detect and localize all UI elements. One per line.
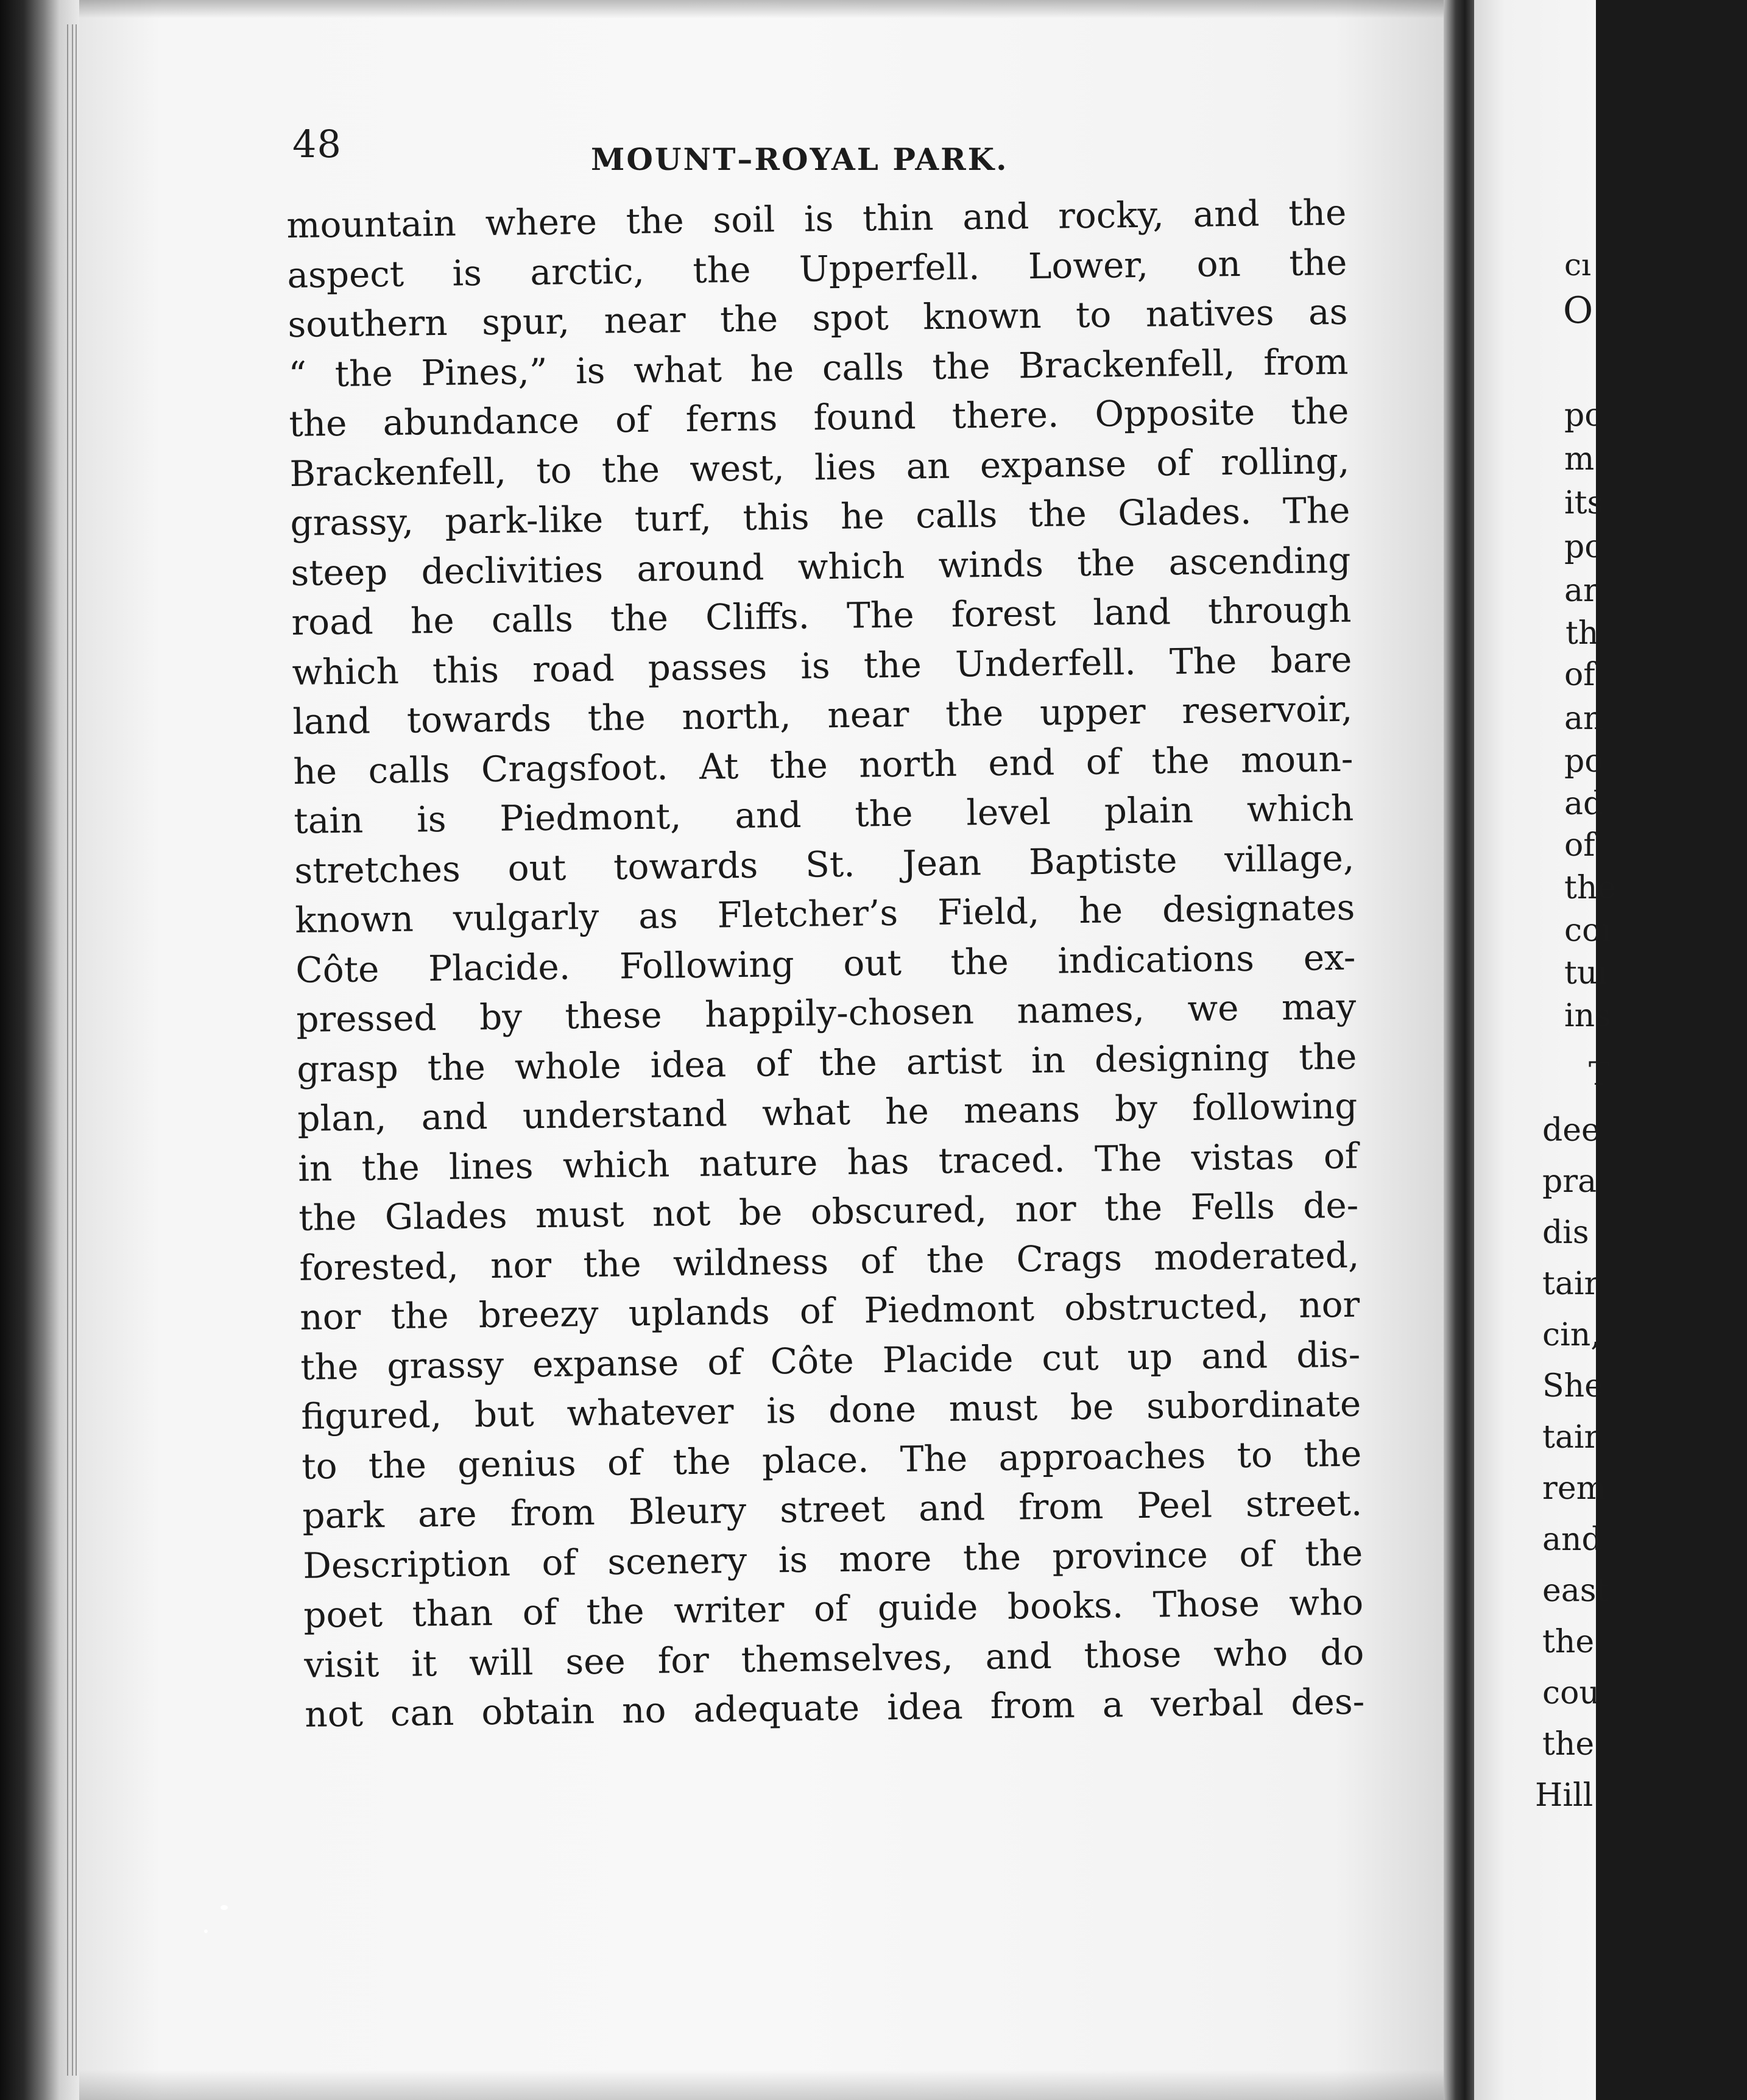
facing-fragment: ar [1564,573,1598,609]
text-line: not can obtain no adequate idea from a verbal des- [304,1680,1365,1735]
facing-fragment: an [1564,700,1604,737]
text-line: nor the breezy uplands of Piedmont obstructed, nor [299,1283,1360,1338]
running-head: MOUNT–ROYAL PARK. [591,141,1009,177]
text-line: he calls Cragsfoot. At the north end of the moun- [293,738,1353,792]
text-line: which this road passes is the Underfell. The bare [292,638,1352,693]
facing-fragment: the [1542,1624,1595,1660]
facing-fragment: pra [1542,1163,1597,1200]
text-line: in the lines which nature has traced. The vistas of [297,1135,1358,1189]
text-line: tain is Piedmont, and the level plain which [294,787,1354,842]
text-line: southern spur, near the spot known to natives as [288,291,1348,345]
facing-fragment: O [1563,289,1593,332]
facing-fragment: T [1589,1056,1610,1093]
text-line: poet than of the writer of guide books. Those who [303,1581,1364,1636]
text-line: grassy, park-like turf, this he calls the Glades. The [290,489,1350,544]
body-text [286,188,1365,1740]
text-line: to the genius of the place. The approaches to the [301,1432,1362,1487]
facing-fragment: tair [1542,1266,1600,1302]
text-line: known vulgarly as Fletcher’s Field, he designates [295,886,1355,941]
facing-fragment: coı [1564,912,1612,949]
text-line: Description of scenery is more the province of the [302,1532,1363,1587]
text-line: figured, but whatever is done must be subordinate [300,1383,1361,1437]
page-number: 48 [292,122,342,166]
text-line: forested, nor the wildness of the Crags moderated, [298,1234,1360,1289]
facing-fragment: the [1542,1726,1595,1763]
facing-fragment: dee [1542,1112,1600,1149]
text-line: plan, and understand what he means by following [297,1085,1358,1140]
text-line: land towards the north, near the upper reservoir, [292,688,1353,742]
text-line: steep declivities around which winds the ascending [291,539,1351,594]
text-line: pressed by these happily-chosen names, we may [296,985,1357,1040]
page-edge-line [76,24,77,2076]
book-gutter [1444,0,1474,2100]
text-line: Brackenfell, to the west, lies an expanse of rolling, [289,440,1350,495]
page-shadow [79,2070,1444,2100]
text-line: grasp the whole idea of the artist in designing the [296,1035,1357,1090]
facing-page [1474,0,1617,2100]
text-line: visit it will see for themselves, and those who do [303,1631,1364,1686]
text-line: stretches out towards St. Jean Baptiste village, [294,837,1355,892]
facing-fragment: of [1564,827,1595,864]
facing-fragment: tuı [1564,955,1608,992]
facing-fragment: She [1542,1368,1603,1404]
facing-fragment: m [1564,441,1595,477]
facing-fragment: of [1564,657,1595,693]
text-line: road he calls the Cliffs. The forest land through [291,588,1352,643]
facing-fragment: pc [1564,529,1603,565]
text-line: park are from Bleury street and from Peel street. [302,1482,1363,1537]
facing-fragment: tair [1542,1419,1600,1456]
facing-fragment: cin, [1542,1317,1601,1353]
facing-fragment: cı [1564,247,1591,283]
page-shadow [79,0,1444,18]
facing-fragment: pc [1564,397,1603,434]
page-stack-edge [0,0,79,2100]
paper-speck [221,1905,228,1910]
page-edge-line [67,24,68,2076]
facing-fragment: east [1542,1573,1609,1609]
facing-fragment: ins [1564,998,1611,1034]
text-line: aspect is arctic, the Upperfell. Lower, on the [287,241,1347,296]
text-line: mountain where the soil is thin and rocky, and the [286,191,1347,246]
text-line: the Glades must not be obscured, nor the Fells de- [298,1184,1359,1239]
facing-fragment: the [1564,870,1617,906]
facing-fragment: cou [1542,1675,1600,1711]
text-line: the abundance of ferns found there. Opposite the [289,390,1349,445]
paper-speck [204,1929,208,1933]
facing-fragment: dis [1542,1214,1589,1251]
facing-fragment: ad [1564,786,1604,822]
text-line: the grassy expanse of Côte Placide cut up and dis- [300,1333,1361,1388]
facing-fragment: its [1564,485,1604,521]
page-edge-line [72,24,73,2076]
facing-fragment: rem [1542,1470,1606,1507]
facing-fragment: and [1542,1521,1602,1558]
text-line: Côte Placide. Following out the indications ex- [295,936,1356,991]
facing-fragment: th [1565,615,1599,652]
facing-fragment: po [1564,743,1604,780]
text-line: “ the Pines,” is what he calls the Brackenfell, from [288,340,1349,395]
facing-fragment: Hill [1535,1777,1593,1814]
